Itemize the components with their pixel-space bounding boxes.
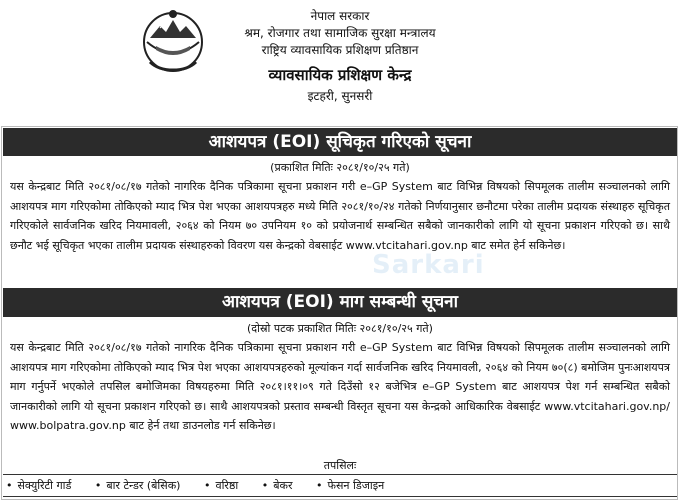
watermark: Sarkari xyxy=(372,250,485,280)
list-item: • सेक्युरिटी गार्ड xyxy=(6,478,71,493)
notice1-body: यस केन्द्रबाट मिति २०८१/०८/१७ गतेको नागरिक दैनिक पत्रिकामा सूचना प्रकाशन गरी e–GP System बाट विभिन्न विषयको सिपमूलक तालीम सञ्चालनको लागि आशयपत्र माग गरिएकोमा तोकिएको म्याद भित्र पेश भएका आशयपत्रहरु मध्ये मिति २०८१/१०/२४ गतेको निर्णयानुसार छनौटमा परेका तालीम प्रदायक संस्थाहरु सूचिकृत गरिएकोले सार्वजनिक खरिद नियमावली, २०६४ को नियम ७० उपनियम १० को प्रयोजनार्थ सम्बन्धित सबैको जानकारीको लागि यो सूचना प्रकाशन गरिएको छ। साथै छनौट भई सूचिकृत भएका तालीम प्रदायक संस्थाहरुको विवरण यस केन्द्रको वेबसाईट www.vtcitahari.gov.np बाट समेत हेर्न सकिनेछ। xyxy=(10,180,670,252)
list-item: • बेकर xyxy=(262,478,293,493)
notice2-title: आशयपत्र (EOI) माग सम्बन्धी सूचना xyxy=(3,288,677,317)
notice2-date: (दोस्रो पटक प्रकाशित मितिः २०८१/१०/२५ गते) xyxy=(247,322,433,335)
office-name: व्यावसायिक प्रशिक्षण केन्द्र xyxy=(268,66,412,84)
list-item: • वरिष्ठा xyxy=(204,478,238,493)
list-item: • बार टेन्डर (बेसिक) xyxy=(95,478,181,493)
list-title: तपसिलः xyxy=(323,459,357,472)
notice1-title: आशयपत्र (EOI) सूचिकृत गरिएको सूचना xyxy=(3,128,677,156)
notice1-date: (प्रकाशित मितिः २०८१/१०/२५ गते) xyxy=(270,161,410,174)
notice2-body: यस केन्द्रबाट मिति २०८१/०८/१७ गतेको नागरिक दैनिक पत्रिकामा सूचना प्रकाशन गरी e–GP System बाट विभिन्न विषयको सिपमूलक तालीम सञ्चालनको लागि आशयपत्र माग गरिएकोमा तोकिएको म्याद भित्र पेश भएका आशयपत्रहरुको मूल्यांकन गर्दा सार्वजनिक खरिद नियमावली, २०६४ को नियम ७०(८) बमोजिम पुनःआशयपत्र माग गर्नुपर्ने भएकोले तपसिल बमोजिमका विषयहरुमा मिति २०८१।११।०९ गते दिउँसो १२ बजेभित्र e–GP System बाट आशयपत्र पेश गर्न सम्बन्धित सबैको जानकारीको लागि यो सूचना प्रकाशन गरिएको छ। साथै आशयपत्रको प्रस्ताव सम्बन्धी विस्तृत सूचना यस केन्द्रको आधिकारिक वेबसाईट www.vtcitahari.gov.np/ www.bolpatra.gov.np बाट हेर्न तथा डाउनलोड गर्न सकिनेछ। xyxy=(10,341,670,432)
office-location: इटहरी, सुनसरी xyxy=(307,89,373,103)
list-item: • फेसन डिजाइन xyxy=(316,478,384,493)
subject-list xyxy=(6,478,674,493)
list-top-rule xyxy=(3,474,677,475)
list-bottom-rule xyxy=(3,496,677,497)
government-name: नेपाल सरकार xyxy=(310,9,370,23)
letterhead xyxy=(0,8,680,105)
ministry-name: श्रम, रोजगार तथा सामाजिक सुरक्षा मन्त्रालय xyxy=(244,26,436,40)
council-name: राष्ट्रिय व्यावसायिक प्रशिक्षण प्रतिष्ठान xyxy=(261,43,419,57)
